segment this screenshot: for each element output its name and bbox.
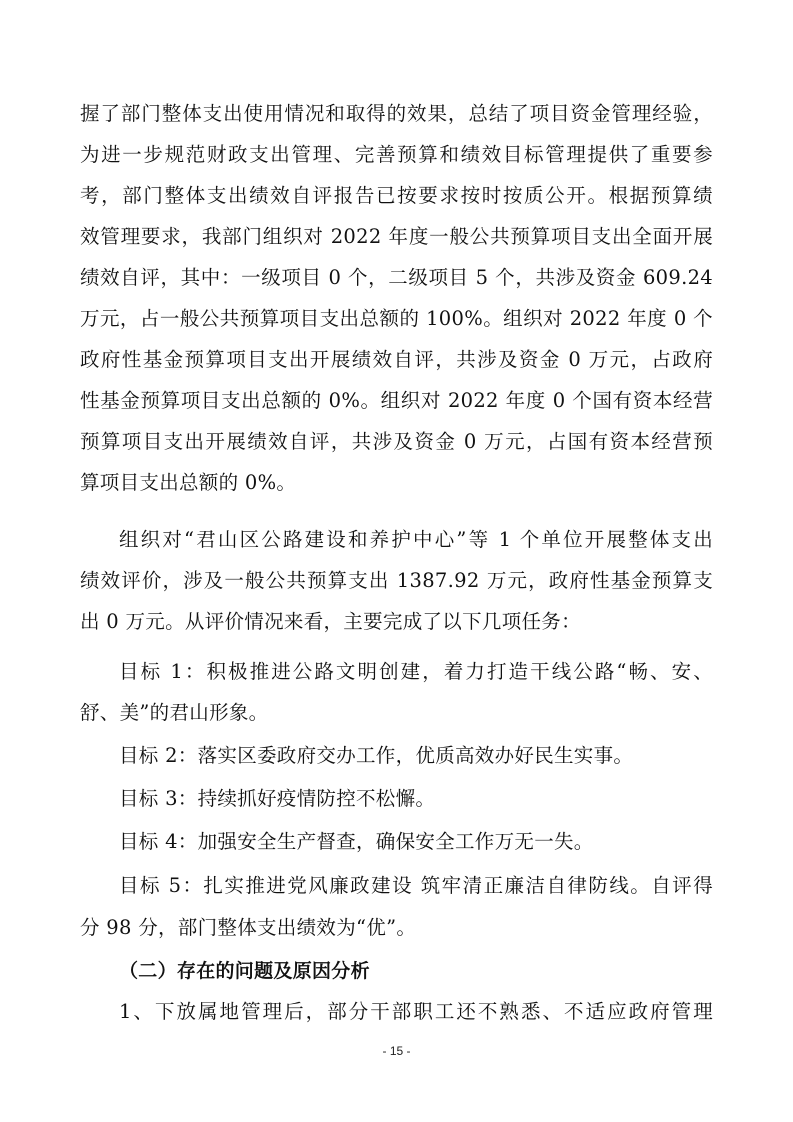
text-line: 效管理要求，我部门组织对 2022 年度一般公共预算项目支出全面开展: [80, 225, 713, 248]
text-line: 万元，占一般公共预算项目支出总额的 100%。组织对 2022 年度 0 个: [80, 307, 713, 330]
text-line: 预算项目支出开展绩效自评，共涉及资金 0 万元，占国有资本经营预: [80, 430, 713, 453]
text-line: 算项目支出总额的 0%。: [80, 471, 297, 494]
text-line: 政府性基金预算项目支出开展绩效自评，共涉及资金 0 万元，占政府: [80, 348, 713, 371]
goal-5: 目标 5：扎实推进党风廉政建设 筑牢清正廉洁自律防线。自评得: [119, 874, 713, 897]
text-line: 性基金预算项目支出总额的 0%。组织对 2022 年度 0 个国有资本经营: [80, 389, 713, 412]
text-line: 握了部门整体支出使用情况和取得的效果，总结了项目资金管理经验，: [80, 102, 713, 125]
text-line: 出 0 万元。从评价情况来看，主要完成了以下几项任务：: [80, 610, 581, 633]
text-line: 为进一步规范财政支出管理、完善预算和绩效目标管理提供了重要参: [80, 143, 713, 166]
page-number: - 15 -: [382, 1044, 411, 1058]
text-line: 绩效自评，其中：一级项目 0 个，二级项目 5 个，共涉及资金 609.24: [80, 266, 713, 289]
goal-4: 目标 4：加强安全生产督查，确保安全工作万无一失。: [119, 830, 594, 853]
text-line: 1、下放属地管理后，部分干部职工还不熟悉、不适应政府管理: [119, 1000, 713, 1023]
goal-2: 目标 2：落实区委政府交办工作，优质高效办好民生实事。: [119, 744, 634, 767]
text-line: 考，部门整体支出绩效自评报告已按要求按时按质公开。根据预算绩: [80, 184, 713, 207]
goal-1: 目标 1：积极推进公路文明创建，着力打造干线公路“畅、安、: [119, 660, 713, 683]
section-heading: （二）存在的问题及原因分析: [119, 960, 370, 982]
goal-5-continued: 分 98 分，部门整体支出绩效为“优”。: [80, 916, 417, 939]
text-line: 组织对“君山区公路建设和养护中心”等 1 个单位开展整体支出: [119, 528, 713, 551]
goal-3: 目标 3：持续抓好疫情防控不松懈。: [119, 787, 436, 810]
goal-1-continued: 舒、美”的君山形象。: [80, 701, 269, 724]
text-line: 绩效评价，涉及一般公共预算支出 1387.92 万元，政府性基金预算支: [80, 569, 713, 592]
